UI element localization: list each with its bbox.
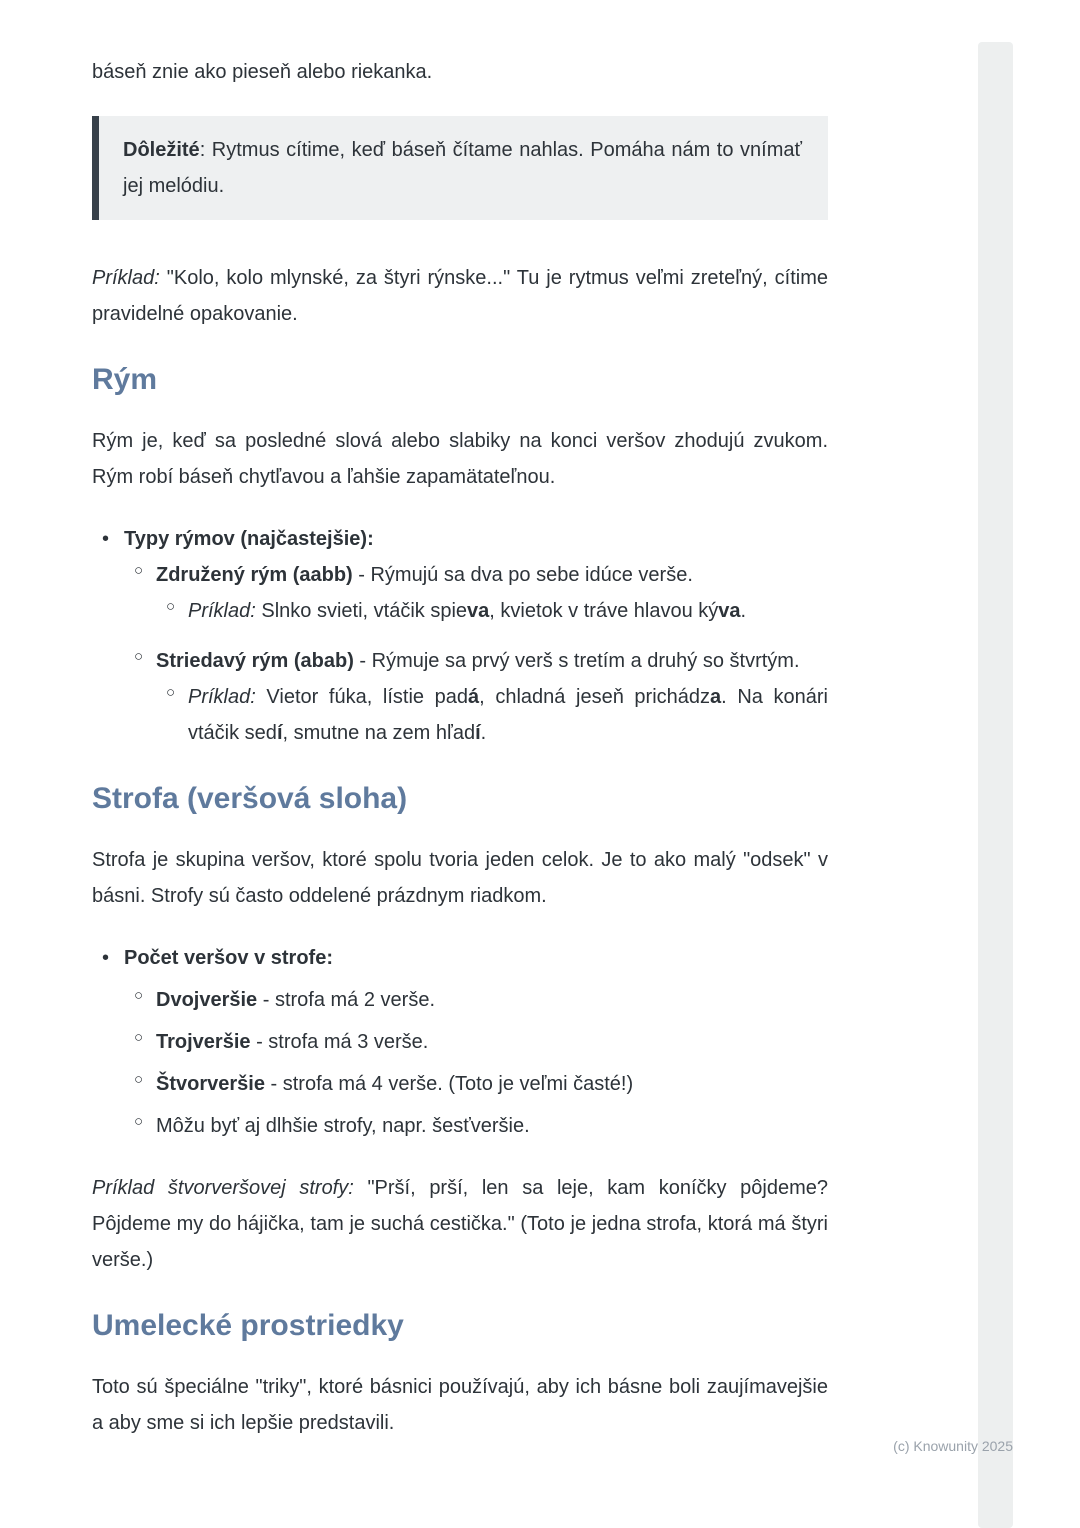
text-run: báseň znie ako pieseň alebo riekanka.	[92, 61, 433, 83]
text-run: , smutne na zem hľad	[282, 722, 476, 744]
text-run: "Kolo, kolo mlynské, za štyri rýnske..." Tu je rytmus veľmi zreteľný, cítime pravidelné opakovanie.	[92, 267, 828, 325]
text-run: , chladná jeseň prichádz	[479, 686, 711, 708]
paragraph-rym	[92, 423, 828, 495]
list-item-text	[156, 643, 828, 679]
paragraph-rhythm-example	[92, 260, 828, 332]
text-run: Príklad:	[92, 267, 160, 289]
bullet-disc-icon: •	[102, 947, 110, 969]
list-item-text	[156, 1024, 828, 1060]
list-item-dvojversie	[134, 982, 828, 1018]
list-item-zdruzeny-priklad	[166, 593, 828, 629]
scrollbar-track[interactable]	[978, 42, 1013, 1528]
text-run: Môžu byť aj dlhšie strofy, napr. šesťveršie.	[156, 1115, 530, 1137]
text-run: Striedavý rým (abab)	[156, 650, 354, 672]
bullet-circle-icon: ○	[134, 987, 144, 1004]
list-item-text	[188, 679, 828, 751]
list-item-verses-header	[102, 940, 828, 976]
bullet-circle-icon: ○	[134, 1113, 144, 1130]
text-run: - Rýmuje sa prvý verš s tretím a druhý so štvrtým.	[353, 650, 800, 672]
text-run: Príklad:	[188, 686, 256, 708]
text-run: .	[480, 722, 487, 744]
text-run: Rým je, keď sa posledné slová alebo slabiky na konci veršov zhodujú zvukom. Rým robí báseň chytľavou a ľahšie zapamätateľnou.	[92, 430, 828, 488]
paragraph-strofa	[92, 842, 828, 914]
paragraph-umelecke	[92, 1369, 828, 1441]
paragraph-stanza-example	[92, 1170, 828, 1278]
text-run: - strofa má 3 verše.	[250, 1031, 429, 1053]
section-heading-rym: Rým	[92, 363, 158, 396]
document-content	[92, 0, 828, 1467]
list-item-text	[156, 557, 828, 593]
text-run: - strofa má 4 verše. (Toto je veľmi časté!)	[264, 1073, 634, 1095]
list-item-text	[156, 1066, 828, 1102]
text-run: va	[718, 600, 741, 622]
text-run: Združený rým (aabb)	[156, 564, 353, 586]
text-run: - strofa má 2 verše.	[257, 989, 436, 1011]
text-run: - Rýmujú sa dva po sebe idúce verše.	[352, 564, 693, 586]
text-run: í	[475, 722, 481, 744]
text-run: Príklad:	[188, 600, 256, 622]
bullet-circle-icon: ○	[134, 1029, 144, 1046]
text-run: Dvojveršie	[156, 989, 258, 1011]
section-heading-umelecke: Umelecké prostriedky	[92, 1309, 404, 1342]
list-item-stvorversie	[134, 1066, 828, 1102]
text-run: Príklad štvorveršovej strofy:	[92, 1177, 354, 1199]
text-run: á	[468, 686, 480, 708]
important-callout	[92, 116, 828, 220]
text-run: va	[467, 600, 490, 622]
list-item-text	[156, 1108, 828, 1144]
list-item-rhyme-types-header	[102, 521, 828, 557]
bullet-circle-icon: ○	[166, 598, 176, 615]
text-run: Dôležité	[123, 139, 200, 161]
bullet-circle-icon: ○	[134, 562, 144, 579]
text-run: Strofa je skupina veršov, ktoré spolu tvoria jeden celok. Je to ako malý "odsek" v básni. Strofy sú často oddelené prázdnym riadkom.	[92, 849, 828, 907]
text-run: Trojveršie	[156, 1031, 251, 1053]
bullet-disc-icon: •	[102, 528, 110, 550]
text-run: . Na konári vtáčik sed	[188, 686, 829, 744]
text-run: Typy rýmov (najčastejšie):	[124, 528, 374, 550]
bullet-circle-icon: ○	[134, 1071, 144, 1088]
list-item-text	[156, 982, 828, 1018]
list-item-striedavy-priklad	[166, 679, 828, 751]
list-item-text	[124, 521, 828, 557]
text-run: í	[276, 722, 283, 744]
section-heading-strofa: Strofa (veršová sloha)	[92, 782, 408, 815]
text-run: Počet veršov v strofe:	[124, 947, 333, 969]
text-run: Toto sú špeciálne "triky", ktoré básnici používajú, aby ich básne boli zaujímavejšie a aby sme si ich lepšie predstavili.	[92, 1376, 828, 1434]
paragraph-intro	[92, 54, 828, 90]
callout-text	[123, 132, 802, 204]
text-run: a	[710, 686, 722, 708]
list-item-zdruzeny-rym	[134, 557, 828, 593]
bullet-circle-icon: ○	[166, 684, 176, 701]
text-run: Vietor fúka, lístie pad	[255, 686, 469, 708]
text-run: "Prší, prší, len sa leje, kam koníčky pôjdeme? Pôjdeme my do hájička, tam je suchá cestička." (Toto je jedna strofa, ktorá má štyri verše.)	[92, 1177, 829, 1271]
list-item-striedavy-rym	[134, 643, 828, 679]
list-item-text	[188, 593, 828, 629]
list-item-trojversie	[134, 1024, 828, 1060]
copyright-watermark: (c) Knowunity 2025	[893, 1438, 1013, 1454]
stanza-verses-list	[92, 940, 828, 1144]
text-run: Slnko svieti, vtáčik spie	[255, 600, 468, 622]
text-run: .	[740, 600, 747, 622]
text-run: , kvietok v tráve hlavou ký	[489, 600, 719, 622]
rhyme-types-list	[92, 521, 828, 751]
text-run: Štvorveršie	[156, 1073, 265, 1095]
list-item-text	[124, 940, 828, 976]
text-run: : Rytmus cítime, keď báseň čítame nahlas. Pomáha nám to vnímať jej melódiu.	[123, 139, 802, 197]
bullet-circle-icon: ○	[134, 648, 144, 665]
list-item-dlhsie-strofy	[134, 1108, 828, 1144]
